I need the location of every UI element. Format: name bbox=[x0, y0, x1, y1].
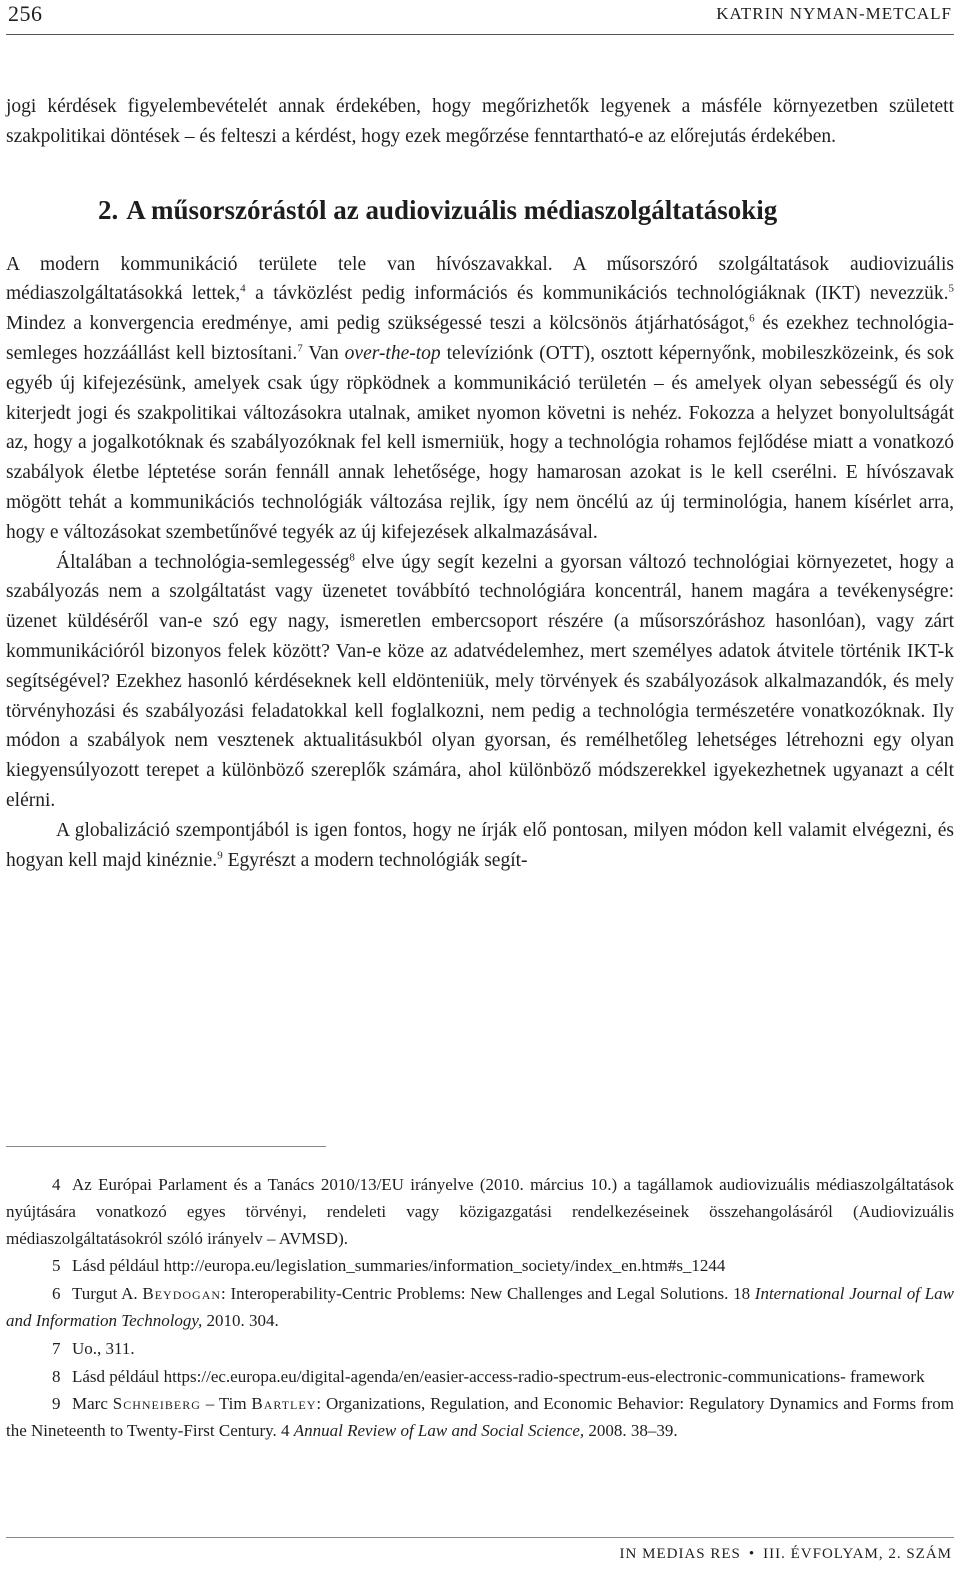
footnote-text: Uo., 311. bbox=[72, 1338, 135, 1358]
footnote-ref-8[interactable]: 8 bbox=[349, 551, 355, 564]
paragraph-1 bbox=[6, 250, 954, 548]
footnote-9 bbox=[6, 1391, 954, 1445]
footnote-separator bbox=[6, 1146, 326, 1147]
journal-title: Annual Review of Law and Social Science, bbox=[293, 1421, 585, 1441]
footnote-number: 8 bbox=[52, 1366, 61, 1386]
text-run: Általában a technológia-semlegesség bbox=[56, 551, 350, 573]
footnote-ref-7[interactable]: 7 bbox=[297, 342, 303, 355]
footnote-text[interactable]: Lásd például https://ec.europa.eu/digital-agenda/en/easier-access-radio-spectrum-eus-electronic-communications- framework bbox=[72, 1366, 925, 1386]
footer-rule bbox=[6, 1537, 954, 1538]
article-body bbox=[6, 92, 954, 875]
page-footer bbox=[620, 1546, 952, 1563]
paragraph-2 bbox=[6, 548, 954, 816]
text-run: Van bbox=[302, 342, 345, 364]
author-surname: Schneiberg bbox=[112, 1394, 201, 1414]
footnote-text: : Organizations, Regulation, and Economic Behavior: Regulatory Dynamics and Forms from the Nineteenth to Twenty-First Century. 4 bbox=[6, 1394, 954, 1441]
author-surname: Beydogan bbox=[142, 1284, 222, 1304]
bullet-separator: • bbox=[748, 1546, 756, 1562]
page-number: 256 bbox=[8, 1, 43, 26]
footnote-ref-5[interactable]: 5 bbox=[948, 282, 954, 295]
running-head-author: KATRIN NYMAN-METCALF bbox=[716, 4, 952, 23]
footnote-text: 2008. 38–39. bbox=[584, 1421, 678, 1441]
footnote-number: 4 bbox=[52, 1175, 61, 1194]
footnote-number: 9 bbox=[52, 1394, 61, 1414]
text-run: A modern kommunikáció területe tele van hívószavakkal. A műsorszóró szolgáltatások audiovizuális médiaszolgáltatásokká lettek, bbox=[6, 253, 954, 305]
footnote-ref-9[interactable]: 9 bbox=[217, 849, 223, 862]
text-run: a távközlést pedig információs és kommunikációs technológiáknak (IKT) nevezzük. bbox=[245, 283, 949, 305]
footnote-8 bbox=[6, 1364, 954, 1391]
author-surname: Bartley bbox=[251, 1394, 317, 1414]
footnote-text: – Tim bbox=[200, 1394, 252, 1414]
issue-info: III. ÉVFOLYAM, 2. SZÁM bbox=[763, 1546, 952, 1562]
journal-title: International Journal of Law and Information Technology, bbox=[6, 1284, 955, 1330]
footnote-text[interactable]: Lásd például http://europa.eu/legislation_summaries/information_society/index_en.htm#s_1244 bbox=[72, 1256, 726, 1276]
footnote-number: 7 bbox=[52, 1338, 61, 1358]
text-run: televíziónk (OTT), osztott képernyőnk, mobileszközeink, és sok egyéb új kifejezésünk, amelyek csak úgy röpködnek a kommunikáció területén – és amelyek olyan sebességű és oly kiterjedt jogi és szakpolitikai változásokra utalnak, amiket nyomon követni is nehéz. Fokozza a helyzet bonyolultságát az, hogy a jogalkotóknak és szabályozóknak fel kell ismerniük, hogy a technológia rohamos fejlődése miatt a vonatkozó szabályok életbe léptetése során fennáll annak lehetősége, hogy hamarosan azokat is le kell cserélni. E hívószavak mögött tehát a kommunikációs technológiák változása rejlik, így nem öncélú az új terminológia, hanem kísérlet arra, hogy e változásokat szembetűnővé tegyék az új kifejezések alkalmazásával. bbox=[6, 342, 954, 543]
header-rule bbox=[6, 34, 954, 35]
footnote-text: Az Európai Parlament és a Tanács 2010/13/EU irányelve (2010. március 10.) a tagállamok audiovizuális médiaszolgáltatások nyújtására vonatkozó egyes törvényi, rendeleti vagy közigazgatási rendelkezéseinek összehangolásáról (Audiovizuális médiaszolgáltatásokról szóló irányelv – AVMSD). bbox=[6, 1175, 954, 1248]
footnotes bbox=[6, 1172, 954, 1446]
footnote-text: 2010. 304. bbox=[202, 1310, 279, 1330]
text-run: A globalizáció szempontjából is igen fontos, hogy ne írják elő pontosan, milyen módon kell valamit elvégezni, és hogyan kell majd kinéznie. bbox=[6, 819, 954, 871]
footnote-text: Turgut A. bbox=[72, 1284, 143, 1304]
footnote-7 bbox=[6, 1336, 954, 1363]
text-run: Mindez a konvergencia eredménye, ami pedig szükségessé teszi a kölcsönös átjárhatóságot, bbox=[6, 313, 750, 335]
footnote-number: 5 bbox=[52, 1256, 61, 1276]
paragraph-3 bbox=[6, 816, 954, 876]
footnote-ref-4[interactable]: 4 bbox=[240, 282, 246, 295]
page-header bbox=[0, 0, 960, 34]
footnote-4 bbox=[6, 1172, 954, 1252]
text-run: Egyrészt a modern technológiák segít- bbox=[222, 849, 528, 871]
footnote-number: 6 bbox=[52, 1284, 61, 1304]
footnote-text: : Interoperability-Centric Problems: New Challenges and Legal Solutions. 18 bbox=[221, 1284, 755, 1304]
footnote-6 bbox=[6, 1281, 954, 1335]
text-run: és ezekhez technológia-semleges hozzáállást kell biztosítani. bbox=[6, 313, 955, 364]
footnote-text: Marc bbox=[72, 1394, 113, 1414]
section-heading bbox=[6, 190, 954, 230]
section-number: 2. bbox=[98, 194, 119, 225]
footnote-5 bbox=[6, 1253, 954, 1280]
text-run: elve úgy segít kezelni a gyorsan változó technológiai környezetet, hogy a szabályozás nem a szolgáltatást vagy üzenetet továbbító technológiára koncentrál, hanem magára a tevékenységre: üzenet küldéséről van-e szó egy nagy, ismeretlen embercsoport részére (a műsorszóráshoz hasonlóan), vagy zárt kommunikációról bizonyos felek között? Van-e köze az adatvédelemhez, mert személyes adatok átvitele történik IKT-k segítségével? Ezekhez hasonló kérdéseknek kell eldönteniük, mely törvények és szabályozások alkalmazandók, és mely törvényhozási és szabályozási feladatokkal kell foglalkozni, nem pedig a technológia természetére vonatkozóknak. Ily módon a szabályok nem vesztenek aktualitásukból olyan gyorsan, és remélhetőleg lehetséges létrehozni egy olyan kiegyensúlyozott terepet a különböző szereplők számára, ahol különböző módszerekkel igyekezhetnek ugyanazt a célt elérni. bbox=[6, 551, 954, 811]
paragraph-continuation: jogi kérdések figyelembevételét annak érdekében, hogy megőrizhetők legyenek a másféle környezetben született szakpolitikai döntések – és felteszi a kérdést, hogy ezek megőrzése fenntartható-e az előrejutás érdekében. bbox=[6, 96, 954, 147]
journal-name: IN MEDIAS RES bbox=[619, 1546, 741, 1562]
italic-term: over-the-top bbox=[344, 342, 441, 364]
section-title: A műsorszórástól az audiovizuális médiaszolgáltatásokig bbox=[126, 194, 778, 225]
footnote-ref-6[interactable]: 6 bbox=[749, 312, 755, 325]
